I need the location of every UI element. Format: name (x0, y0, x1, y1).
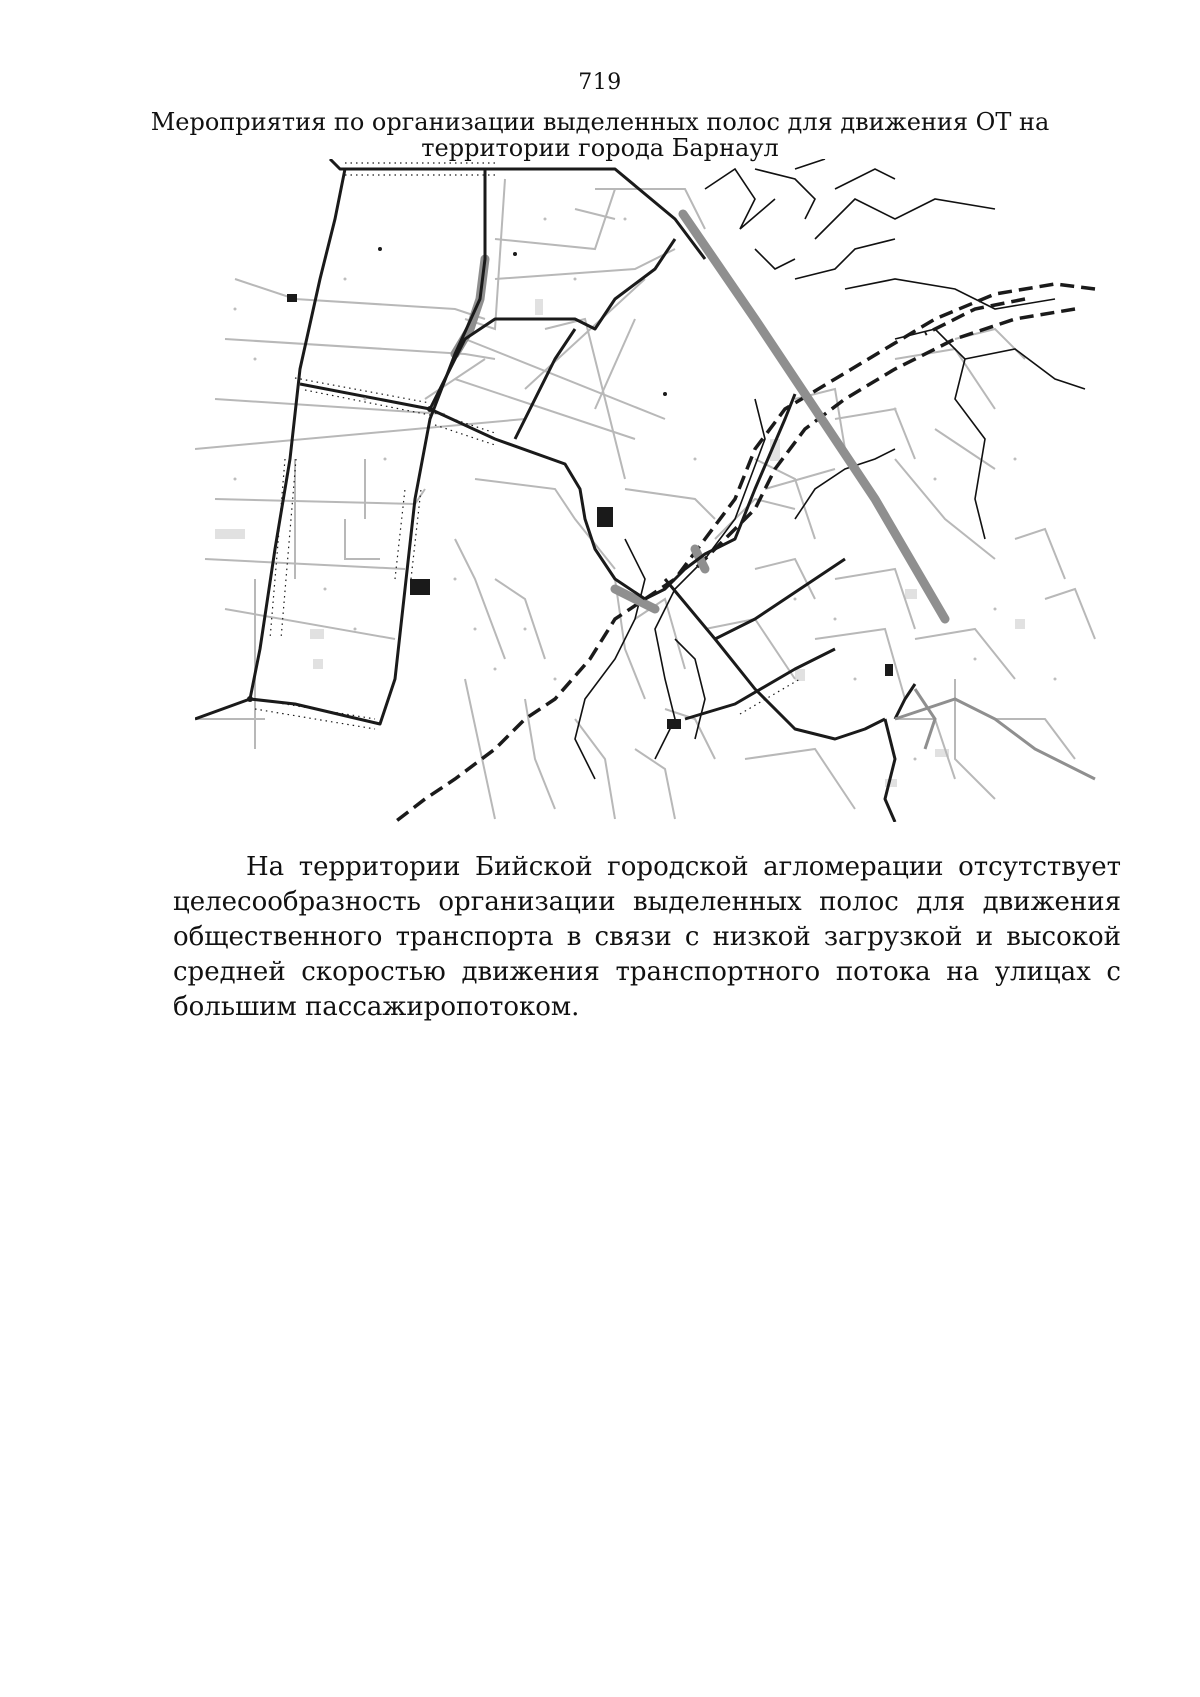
railway-lines (395, 284, 1095, 822)
caption-line-1: Мероприятия по организации выделенных полос для движения ОТ на (150, 108, 1050, 136)
river-banks (575, 159, 1085, 779)
interchange (895, 689, 1095, 779)
building-dots (234, 218, 1057, 761)
body-paragraph: На территории Бийской городской агломерации отсутствует целесообразность организации выделенных полос для движения общественного транспорта в связи с низкой загрузкой и высокой средней скоростью движения транспортного потока на улицах с большим пассажиропотоком. (173, 852, 1121, 1022)
caption-line-2: территории города Барнаул (421, 134, 779, 162)
map-svg (195, 159, 1097, 822)
city-map-figure (195, 159, 1097, 822)
figure-caption (150, 109, 1050, 161)
page-number: 719 (578, 70, 622, 95)
